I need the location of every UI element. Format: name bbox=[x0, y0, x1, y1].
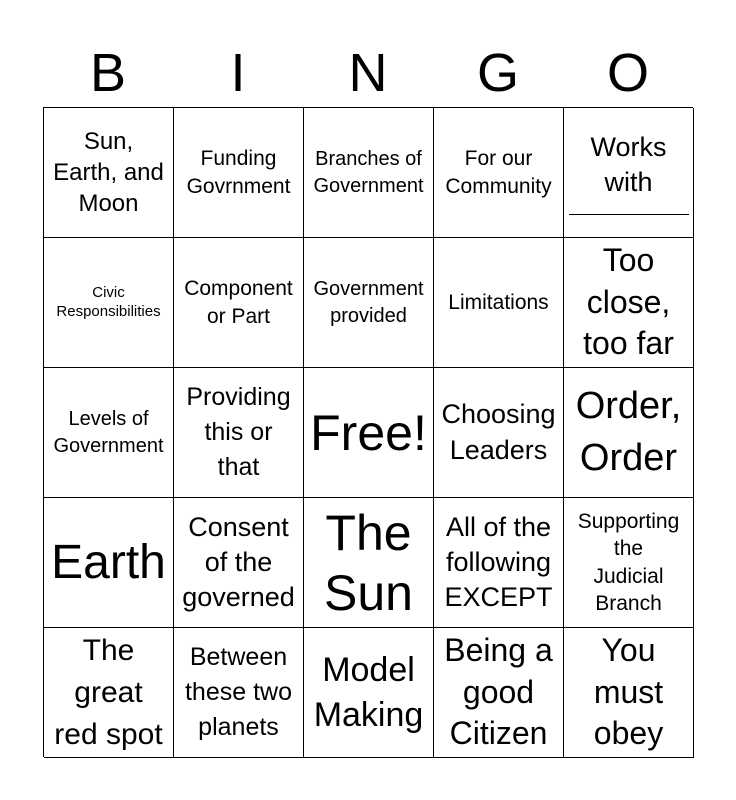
bingo-cell-r4c1 bbox=[44, 498, 174, 628]
bingo-cell-r3c4 bbox=[434, 368, 564, 498]
bingo-cell-r4c4 bbox=[434, 498, 564, 628]
cell-text: Consent of the governed bbox=[182, 511, 295, 613]
header-letter-b: B bbox=[89, 43, 127, 103]
cell-text: Being a good Citizen bbox=[444, 632, 553, 752]
bingo-cell-r4c3 bbox=[304, 498, 434, 628]
cell-text: Providing this or that bbox=[186, 383, 291, 481]
bingo-cell-r2c1 bbox=[44, 238, 174, 368]
bingo-cell-r2c3 bbox=[304, 238, 434, 368]
cell-text: Levels of Government bbox=[53, 407, 164, 457]
cell-text: Earth bbox=[51, 535, 166, 589]
bingo-cell-r4c5 bbox=[564, 498, 694, 628]
cell-text: You must obey bbox=[593, 632, 664, 752]
cell-text: Order, Order bbox=[575, 385, 682, 479]
cell-text: Works with bbox=[590, 131, 667, 197]
cell-text: Branches of Government bbox=[313, 147, 424, 197]
header-letter-g: G bbox=[476, 43, 519, 103]
bingo-board bbox=[43, 107, 693, 757]
blank-line bbox=[569, 214, 689, 215]
bingo-cell-r1c2 bbox=[174, 108, 304, 238]
cell-text: Government provided bbox=[313, 277, 424, 327]
bingo-cell-r1c3 bbox=[304, 108, 434, 238]
cell-text: All of the following EXCEPT bbox=[444, 511, 553, 613]
cell-text: Supporting the Judicial Branch bbox=[577, 509, 680, 615]
header-letter-n: N bbox=[348, 43, 388, 103]
bingo-cell-r4c2 bbox=[174, 498, 304, 628]
cell-text: Too close, too far bbox=[583, 242, 674, 362]
bingo-cell-r1c4 bbox=[434, 108, 564, 238]
cell-text: Civic Responsibilities bbox=[56, 283, 161, 320]
free-space: Free! bbox=[310, 404, 427, 461]
bingo-cell-r3c1 bbox=[44, 368, 174, 498]
bingo-cell-r3c3 bbox=[304, 368, 434, 498]
bingo-cell-r5c1 bbox=[44, 628, 174, 758]
bingo-cell-r5c4 bbox=[434, 628, 564, 758]
cell-text: The great red spot bbox=[54, 633, 163, 751]
bingo-cell-r5c5 bbox=[564, 628, 694, 758]
bingo-header bbox=[43, 40, 693, 106]
cell-text: Limitations bbox=[448, 290, 549, 314]
cell-text: Choosing Leaders bbox=[441, 399, 556, 465]
header-letter-o: O bbox=[606, 43, 649, 103]
bingo-cell-r2c2 bbox=[174, 238, 304, 368]
bingo-cell-r3c2 bbox=[174, 368, 304, 498]
bingo-cell-r5c2 bbox=[174, 628, 304, 758]
cell-text: Funding Govrnment bbox=[186, 147, 291, 198]
bingo-cell-r2c5 bbox=[564, 238, 694, 368]
cell-text: Between these two planets bbox=[184, 643, 292, 741]
header-letter-i: I bbox=[230, 43, 246, 103]
cell-text: Sun, Earth, and Moon bbox=[53, 127, 164, 218]
bingo-cell-r3c5 bbox=[564, 368, 694, 498]
cell-text: The Sun bbox=[324, 504, 413, 621]
bingo-cell-r1c1 bbox=[44, 108, 174, 238]
cell-text: Model Making bbox=[313, 651, 424, 734]
bingo-cell-r1c5 bbox=[564, 108, 694, 238]
cell-text: Component or Part bbox=[184, 277, 293, 328]
cell-text: For our Community bbox=[445, 147, 552, 198]
bingo-cell-r5c3 bbox=[304, 628, 434, 758]
bingo-cell-r2c4 bbox=[434, 238, 564, 368]
